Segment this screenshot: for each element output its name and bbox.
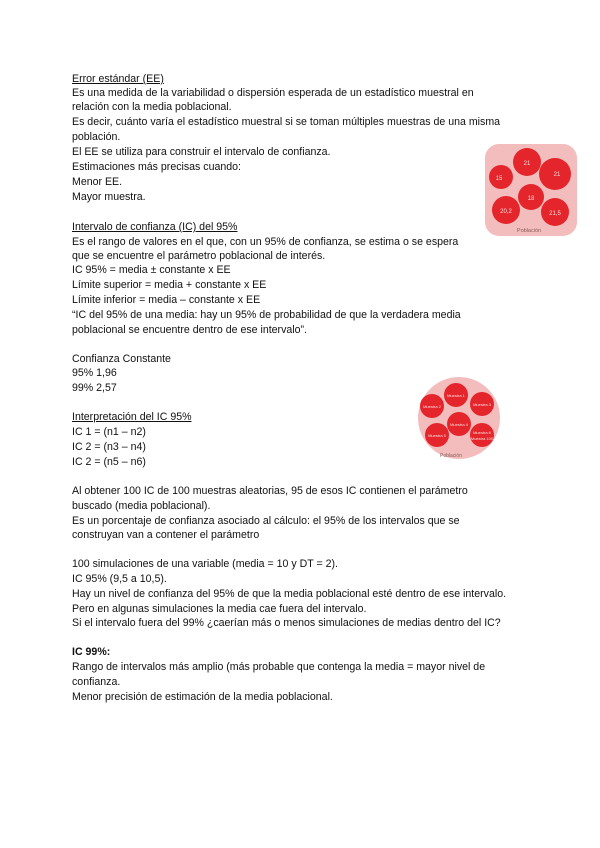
text-line: Mayor muestra. [72, 191, 146, 203]
text-line: 95% 1,96 [72, 367, 117, 379]
heading-interpretacion: Interpretación del IC 95% [72, 411, 192, 423]
text-line: Es un porcentaje de confianza asociado al cálculo: el 95% de los intervalos que se [72, 515, 460, 527]
text-line: IC 2 = (n5 – n6) [72, 456, 146, 468]
heading-intervalo-confianza: Intervalo de confianza (IC) del 95% [72, 221, 238, 233]
heading-error-estandar: Error estándar (EE) [72, 73, 164, 85]
heading-ic-99: IC 99%: [72, 646, 111, 658]
text-line: IC 1 = (n1 – n2) [72, 426, 146, 438]
text-line: Límite inferior = media – constante x EE [72, 294, 261, 306]
text-line: Rango de intervalos más amplio (más probable que contenga la media = mayor nivel de [72, 661, 486, 673]
sample-circle [470, 423, 494, 447]
text-line: población. [72, 131, 121, 143]
text-line: Es decir, cuánto varía el estadístico muestral si se toman múltiples muestras de una misma [72, 116, 501, 128]
text-line: Hay un nivel de confianza del 95% de que la media poblacional esté dentro de ese intervalo. [72, 588, 507, 600]
text-line: confianza. [72, 676, 121, 688]
circle-label: 20,2 [500, 209, 512, 215]
text-line: buscado (media poblacional). [72, 500, 211, 512]
population-figure-1 [485, 144, 577, 236]
circle-label: Muestra 4 [450, 422, 468, 427]
circle-label: 15 [495, 176, 503, 182]
text-line: IC 2 = (n3 – n4) [72, 441, 146, 453]
circle-label: 21 [553, 172, 561, 178]
circle-label: 18 [527, 196, 535, 202]
text-line: El EE se utiliza para construir el intervalo de confianza. [72, 146, 331, 158]
text-line: Límite superior = media + constante x EE [72, 279, 267, 291]
text-line: construyan van a contener el parámetro [72, 529, 260, 541]
text-line: poblacional se encuentre dentro de ese intervalo”. [72, 324, 307, 336]
circle-label: 21 [523, 161, 531, 167]
text-line: Menor EE. [72, 176, 123, 188]
circle-label: Muestra 6 [473, 430, 491, 435]
figure-caption: Población [440, 453, 462, 459]
circle-label: Muestra 100 [470, 436, 494, 441]
text-line: Es el rango de valores en el que, con un 95% de confianza, se estima o se espera [72, 236, 459, 248]
text-line: Si el intervalo fuera del 99% ¿caerían más o menos simulaciones de medias dentro del IC? [72, 617, 501, 629]
text-line: Menor precisión de estimación de la media poblacional. [72, 691, 333, 703]
text-line: 100 simulaciones de una variable (media = 10 y DT = 2). [72, 558, 338, 570]
figure-caption: Población [516, 228, 542, 234]
text-line: IC 95% = media ± constante x EE [72, 264, 231, 276]
text-line: Es una medida de la variabilidad o dispersión esperada de un estadístico muestral en [72, 87, 474, 99]
text-line: “IC del 95% de una media: hay un 95% de probabilidad de que la verdadera media [72, 309, 461, 321]
circle-label: Muestra 2 [423, 404, 441, 409]
text-line: que se encuentre el parámetro poblacional de interés. [72, 250, 326, 262]
text-line: IC 95% (9,5 a 10,5). [72, 573, 167, 585]
text-line: relación con la media poblacional. [72, 101, 232, 113]
circle-label: Muestra 1 [447, 393, 465, 398]
circle-label: Muestra 3 [473, 402, 491, 407]
text-line: Pero en algunas simulaciones la media cae fuera del intervalo. [72, 603, 367, 615]
circle-label: 21,5 [549, 211, 561, 217]
circle-label: Muestra 5 [428, 433, 446, 438]
population-figure-2 [412, 377, 506, 463]
text-line: Confianza Constante [72, 353, 171, 365]
text-line: Estimaciones más precisas cuando: [72, 161, 241, 173]
text-line: Al obtener 100 IC de 100 muestras aleatorias, 95 de esos IC contienen el parámetro [72, 485, 468, 497]
text-line: 99% 2,57 [72, 382, 117, 394]
